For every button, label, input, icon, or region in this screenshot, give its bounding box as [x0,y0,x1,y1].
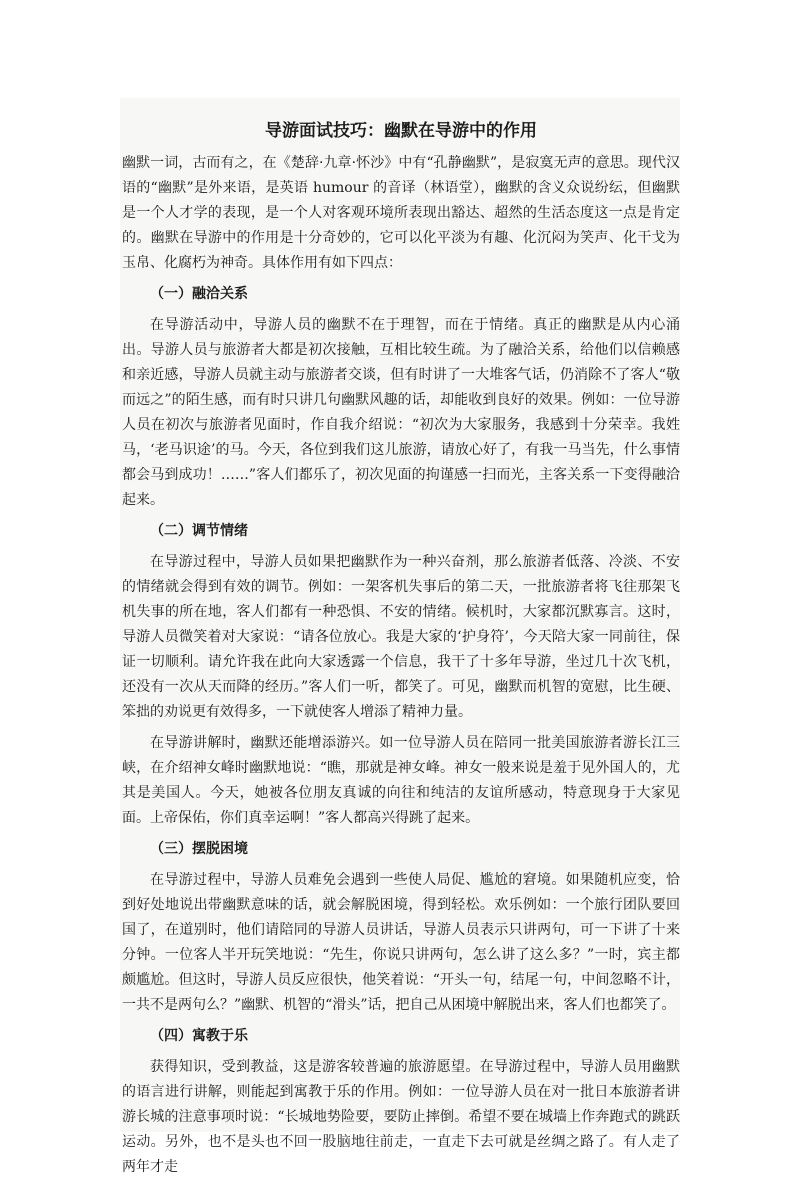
section-2-paragraph-2: 在导游讲解时，幽默还能增添游兴。如一位导游人员在陪同一批美国旅游者游长江三峡，在介绍神女峰时幽默地说：“瞧，那就是神女峰。神女一般来说是羞于见外国人的，尤其是美国人。今天，她被各位朋友真诚的向往和纯洁的友谊所感动，特意现身于大家见面。上帝保佑，你们真幸运啊！”客人都高兴得跳了起来。 [122,735,680,826]
section-1-paragraph-1: 在导游活动中，导游人员的幽默不在于理智，而在于情绪。真正的幽默是从内心涌出。导游人员与旅游者大都是初次接触，互相比较生疏。为了融洽关系，给他们以信赖感和亲近感，导游人员就主动与旅游者交谈，但有时讲了一大堆客气话，仍消除不了客人“敬而远之”的陌生感，而有时只讲几句幽默风趣的话，却能收到良好的效果。例如：一位导游人员在初次与旅游者见面时，作自我介绍说：“初次为大家服务，我感到十分荣幸。我姓马，‘老马识途’的马。今天，各位到我们这儿旅游，请放心好了，有我一马当先，什么事情都会马到成功！……”客人们都乐了，初次见面的拘谨感一扫而光，主客关系一下变得融洽起来。 [122,317,680,508]
section-2-paragraph-1: 在导游过程中，导游人员如果把幽默作为一种兴奋剂，那么旅游者低落、冷淡、不安的情绪就会得到有效的调节。例如：一架客机失事后的第二天，一批旅游者将飞往那架飞机失事的所在地，客人们都有一种恐惧、不安的情绪。候机时，大家都沉默寡言。这时，导游人员微笑着对大家说：“请各位放心。我是大家的‘护身符’，今天陪大家一同前往，保证一切顺利。请允许我在此向大家透露一个信息，我干了十多年导游，坐过几十次飞机，还没有一次从天而降的经历。”客人们一听，都笑了。可见，幽默而机智的宽慰，比生硬、笨拙的劝说更有效得多，一下就使客人增添了精神力量。 [122,554,680,720]
intro-paragraph: 幽默一词，古而有之，在《楚辞·九章·怀沙》中有“孔静幽默”，是寂寞无声的意思。现代汉语的“幽默”是外来语，是英语 humour 的音译（林语堂），幽默的含义众说纷纭，但幽默是一个人才学的表现，是一个人对客观环境所表现出豁达、超然的生活态度这一点是肯定的。幽默在导游中的作用是十分奇妙的，它可以化平淡为有趣、化沉闷为笑声、化干戈为玉帛、化腐朽为神奇。具体作用有如下四点： [122,155,680,271]
section-heading-4: （四）寓教于乐 [150,1028,248,1044]
section-3-paragraph-1: 在导游过程中，导游人员难免会遇到一些使人局促、尴尬的窘境。如果随机应变，恰到好处地说出带幽默意味的话，就会解脱困境，得到轻松。欢乐例如：一个旅行团队要回国了，在道别时，他们请陪同的导游人员讲话，导游人员表示只讲两句，可一下讲了十来分钟。一位客人半开玩笑地说：“先生，你说只讲两句，怎么讲了这么多？”一时，宾主都颇尴尬。但这时，导游人员反应很快，他笑着说：“开头一句，结尾一句，中间忽略不计，一共不是两句么？”幽默、机智的“滑头”话，把自己从困境中解脱出来，客人们也都笑了。 [122,872,680,1013]
section-heading-1: （一）融洽关系 [150,286,248,302]
section-4-paragraph-1: 获得知识，受到教益，这是游客较普遍的旅游愿望。在导游过程中，导游人员用幽默的语言进行讲解，则能起到寓教于乐的作用。例如：一位导游人员在对一批日本旅游者讲游长城的注意事项时说：“长城地势险要，要防止摔倒。希望不要在城墙上作奔跑式的跳跃运动。另外，也不是头也不回一股脑地往前走，一直走下去可就是丝绸之路了。有人走了两年才走 [122,1059,680,1175]
document-title: 导游面试技巧：幽默在导游中的作用 [265,121,537,141]
section-heading-2: （二）调节情绪 [150,523,248,539]
section-heading-3: （三）摆脱困境 [150,841,248,857]
document-body [122,118,680,1186]
